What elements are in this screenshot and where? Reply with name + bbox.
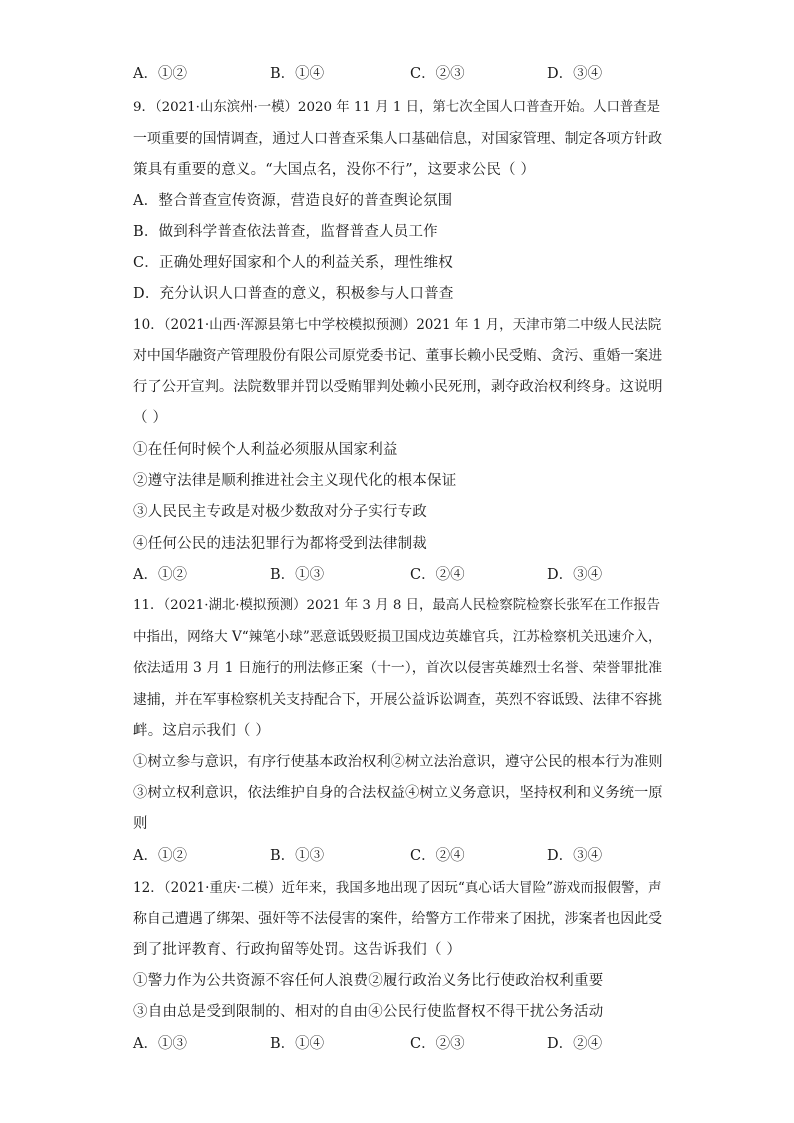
q10-statement-3: ③人民民主专政是对极少数敌对分子实行专政 — [133, 504, 427, 520]
q8-option-d[interactable]: D．③④ — [547, 66, 603, 82]
q11-options — [133, 846, 673, 866]
q10-options — [133, 565, 673, 585]
q11-statement-line: ③树立权利意识，依法维护自身的合法权益④树立义务意识，坚持权利和义务统一原 — [133, 785, 663, 801]
q12-stem-line: 称自己遭遇了绑架、强奸等不法侵害的案件，给警方工作带来了困扰，涉案者也因此受 — [133, 911, 663, 927]
q11-option-c[interactable]: C．②④ — [410, 848, 465, 864]
q9-stem-line: 一项重要的国情调查，通过人口普查采集人口基础信息，对国家管理、制定各项方针政 — [133, 131, 663, 147]
q10-statement-2: ②遵守法律是顺利推进社会主义现代化的根本保证 — [133, 473, 457, 489]
q10-stem-line: 对中国华融资产管理股份有限公司原党委书记、董事长赖小民受贿、贪污、重婚一案进 — [133, 348, 663, 364]
q8-option-c[interactable]: C．②③ — [410, 66, 465, 82]
q10-statement-4: ④任何公民的违法犯罪行为都将受到法律制裁 — [133, 536, 427, 552]
q11-option-d[interactable]: D．③④ — [547, 848, 603, 864]
q10-stem-line: 10．（2021·山西·浑源县第七中学校模拟预测）2021 年 1 月，天津市第二中级人民法院 — [133, 317, 662, 333]
q10-statement-1: ①在任何时候个人利益必须服从国家利益 — [133, 442, 398, 458]
q9-choice-b[interactable]: B．做到科学普查依法普查，监督普查人员工作 — [133, 224, 438, 240]
q9-stem-line: 策具有重要的意义。“大国点名，没你不行”，这要求公民（ ） — [133, 162, 536, 178]
q12-option-c[interactable]: C．②③ — [410, 1036, 465, 1052]
q11-stem-line: 中指出，网络大 V“辣笔小球”恶意诋毁贬损卫国戍边英雄官兵，江苏检察机关迅速介入， — [133, 629, 662, 645]
q11-stem-line: 依法适用 3 月 1 日施行的刑法修正案（十一），首次以侵害英雄烈士名誉、荣誉罪批准 — [133, 660, 663, 676]
q12-statement-line: ①警力作为公共资源不容任何人浪费②履行政治义务比行使政治权利重要 — [133, 973, 604, 989]
q12-option-b[interactable]: B．①④ — [270, 1036, 325, 1052]
q12-statement-line: ③自由总是受到限制的、相对的自由④公民行使监督权不得干扰公务活动 — [133, 1004, 604, 1020]
q10-answer-blank: （ ） — [133, 410, 168, 426]
q12-stem-line: 到了批评教育、行政拘留等处罚。这告诉我们（ ） — [133, 942, 462, 958]
q9-choice-c[interactable]: C．正确处理好国家和个人的利益关系，理性维权 — [133, 255, 453, 271]
q9-choice-a[interactable]: A．整合普查宣传资源，营造良好的普查舆论氛围 — [133, 193, 453, 209]
q9-choice-d[interactable]: D．充分认识人口普查的意义，积极参与人口普查 — [133, 286, 454, 302]
q12-option-a[interactable]: A．①③ — [133, 1036, 187, 1052]
q10-option-d[interactable]: D．③④ — [547, 567, 603, 583]
q10-stem-line: 行了公开宣判。法院数罪并罚以受贿罪判处赖小民死刑，剥夺政治权利终身。这说明 — [133, 379, 663, 395]
q12-stem-line: 12．（2021·重庆·二模）近年来，我国多地出现了因玩“真心话大冒险”游戏而报假警，声 — [133, 880, 662, 896]
q8-options — [133, 64, 673, 84]
q10-option-a[interactable]: A．①② — [133, 567, 187, 583]
q10-option-c[interactable]: C．②④ — [410, 567, 465, 583]
q11-stem-line: 11．（2021·湖北·模拟预测）2021 年 3 月 8 日，最高人民检察院检察长张军在工作报告 — [133, 598, 661, 613]
q12-options — [133, 1034, 673, 1054]
q8-option-a[interactable]: A．①② — [133, 66, 187, 82]
q9-stem-line: 9．（2021·山东滨州·一模）2020 年 11 月 1 日，第七次全国人口普查开始。人口普查是 — [133, 100, 661, 115]
q11-stem-line: 衅。这启示我们（ ） — [133, 723, 271, 739]
q11-option-a[interactable]: A．①② — [133, 848, 187, 864]
q11-option-b[interactable]: B．①③ — [270, 848, 325, 864]
q11-statement-line: ①树立参与意识，有序行使基本政治权利②树立法治意识，遵守公民的根本行为准则 — [133, 754, 663, 770]
q11-statement-line: 则 — [133, 816, 148, 832]
q8-option-b[interactable]: B．①④ — [270, 66, 325, 82]
q11-stem-line: 逮捕，并在军事检察机关支持配合下，开展公益诉讼调查，英烈不容诋毁、法律不容挑 — [133, 692, 663, 708]
q10-option-b[interactable]: B．①③ — [270, 567, 325, 583]
q12-option-d[interactable]: D．②④ — [547, 1036, 603, 1052]
